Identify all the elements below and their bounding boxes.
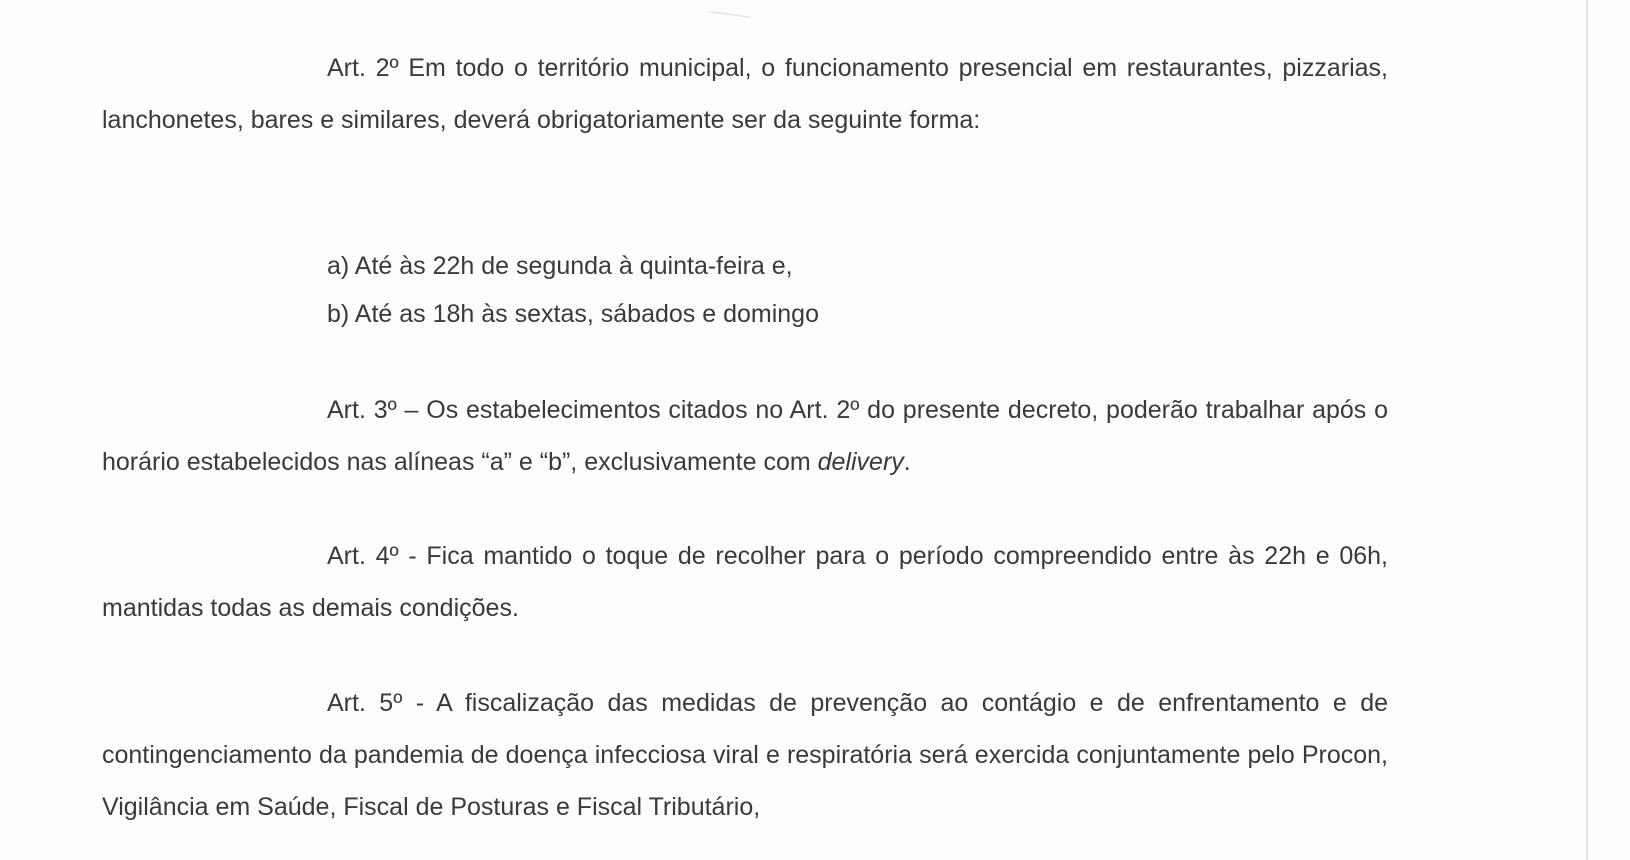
- article-3-italic: delivery: [817, 448, 904, 476]
- article-3-text: Art. 3º – Os estabelecimentos citados no Art. 2º do presente decreto, poderão trabalhar após o horário estabelecidos nas alíneas “a” e “b”, exclusivamente com: [102, 396, 1388, 476]
- article-4: Art. 4º - Fica mantido o toque de recolher para o período compreendido entre às 22h e 06h, mantidas todas as demais condições.: [102, 542, 1388, 622]
- article-3-end: .: [903, 448, 911, 476]
- article-3: [102, 384, 1388, 488]
- scan-mark: [710, 11, 751, 23]
- item-b: b) Até as 18h às sextas, sábados e domingo: [327, 300, 819, 328]
- article-5: Art. 5º - A fiscalização das medidas de prevenção ao contágio e de enfrentamento e de contingenciamento da pandemia de doença infecciosa viral e respiratória será exercida conjuntamente pelo Procon, Vigilância em Saúde, Fiscal de Posturas e Fiscal Tributário,: [102, 689, 1388, 821]
- article-2: Art. 2º Em todo o território municipal, o funcionamento presencial em restaurantes, pizzarias, lanchonetes, bares e similares, deverá obrigatoriamente ser da seguinte forma:: [102, 54, 1388, 134]
- scan-page-edge: [1586, 0, 1588, 860]
- item-a: a) Até às 22h de segunda à quinta-feira e,: [327, 252, 793, 280]
